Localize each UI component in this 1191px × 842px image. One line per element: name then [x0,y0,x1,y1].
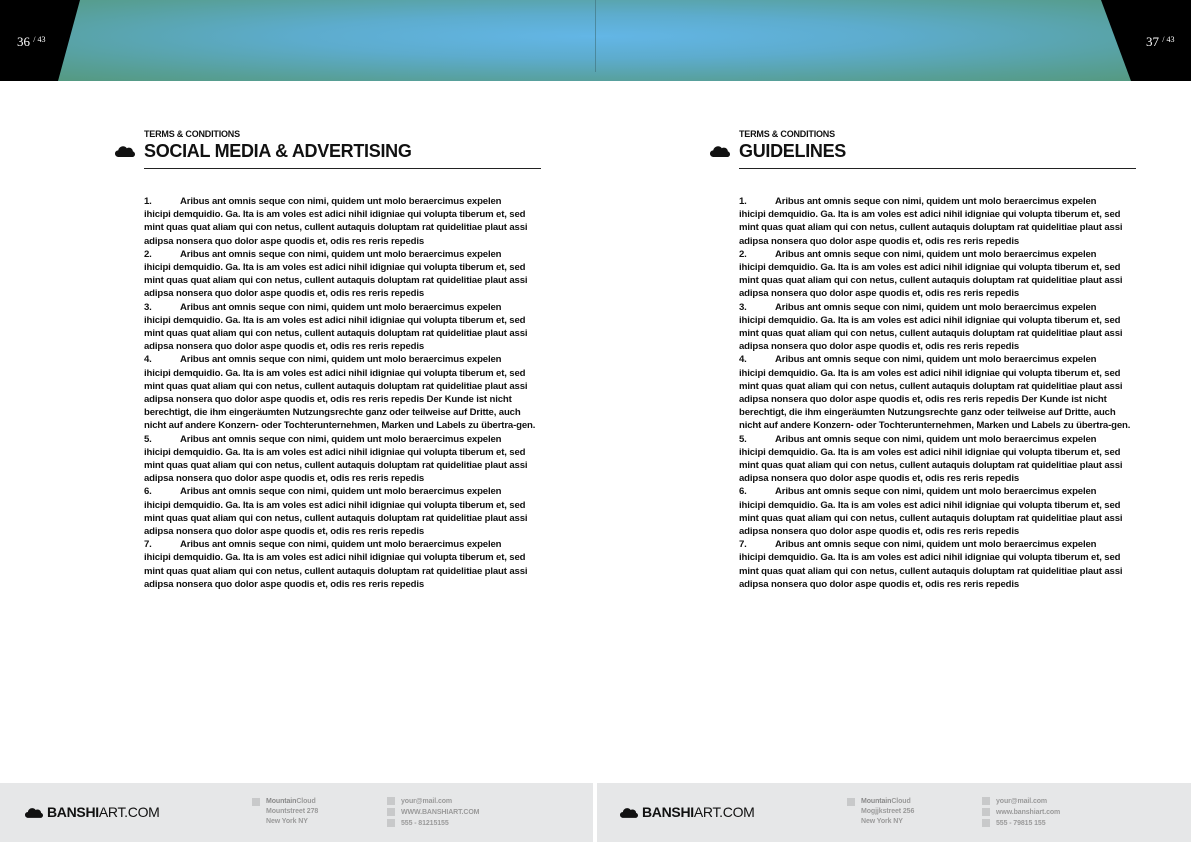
term-body: ihicipi demquidio. Ga. Ita is am voles est adici nihil idigniae qui volupta tiberum et, sed mint quas quat aliam qui con netus, cullent autaquis doluptam rat quidelitiae plaut assi adipsa nonsera quo dolor aspe quodis et, odis res reris repedis [144,314,528,353]
street: Mogjjkstreet 256 [861,808,915,815]
company-name [847,797,914,807]
company-bold: Mountain [266,798,297,805]
term-body: ihicipi demquidio. Ga. Ita is am voles est adici nihil idigniae qui volupta tiberum et, sed mint quas quat aliam qui con netus, cullent autaquis doluptam rat quidelitiae plaut assi adipsa nonsera quo dolor aspe quodis et, odis res reris repedis Der Kunde ist nicht berechtigt, die ihm eingeräumten Nutzungsrechte ganz oder teilweise auf Dritte, auch nicht auf andere Konzern- oder Tochterunternehmen, Marken und Labels zu übertra-gen. [739,367,1131,432]
term-first-line: Aribus ant omnis seque con nimi, quidem unt molo beraercimus expelen [775,354,1097,366]
section-kicker: TERMS & CONDITIONS [144,129,240,139]
term-body: ihicipi demquidio. Ga. Ita is am voles est adici nihil idigniae qui volupta tiberum et, sed mint quas quat aliam qui con netus, cullent autaquis doluptam rat quidelitiae plaut assi adipsa nonsera quo dolor aspe quodis et, odis res reris repedis [739,552,1123,590]
term-body: ihicipi demquidio. Ga. Ita is am voles est adici nihil idigniae qui volupta tiberum et, sed mint quas quat aliam qui con netus, cullent autaquis doluptam rat quidelitiae plaut assi adipsa nonsera quo dolor aspe quodis et, odis res reris repedis [739,209,1123,247]
term-first-line: Aribus ant omnis seque con nimi, quidem unt molo beraercimus expelen [775,539,1097,551]
term-number: 5. [144,433,152,445]
term-body: ihicipi demquidio. Ga. Ita is am voles est adici nihil idigniae qui volupta tiberum et, sed mint quas quat aliam qui con netus, cullent autaquis doluptam rat quidelitiae plaut assi adipsa nonsera quo dolor aspe quodis et, odis res reris repedis [739,314,1123,353]
company-rest: Cloud [891,798,911,805]
term-item [739,485,1136,538]
term-number: 7. [739,539,747,551]
term-body: ihicipi demquidio. Ga. Ita is am voles est adici nihil idigniae qui volupta tiberum et, sed mint quas quat aliam qui con netus, cullent autaquis doluptam rat quidelitiae plaut assi adipsa nonsera quo dolor aspe quodis et, odis res reris repedis [144,209,528,247]
term-body: ihicipi demquidio. Ga. Ita is am voles est adici nihil idigniae qui volupta tiberum et, sed mint quas quat aliam qui con netus, cullent autaquis doluptam rat quidelitiae plaut assi adipsa nonsera quo dolor aspe quodis et, odis res reris repedis [739,262,1123,300]
term-number: 1. [144,196,152,207]
phone-number: 555 - 81215155 [387,818,479,829]
term-first-line: Aribus ant omnis seque con nimi, quidem unt molo beraercimus expelen [180,354,502,366]
title-rule [739,168,1136,169]
term-first-line: Aribus ant omnis seque con nimi, quidem unt molo beraercimus expelen [775,301,1097,313]
cloud-icon [25,807,43,818]
term-number: 6. [739,486,747,498]
term-first-line: Aribus ant omnis seque con nimi, quidem unt molo beraercimus expelen [180,433,502,445]
term-number: 7. [144,539,152,551]
brand-bold: BANSHI [47,804,99,820]
term-item [739,433,1136,486]
term-first-line: Aribus ant omnis seque con nimi, quidem unt molo beraercimus expelen [180,196,502,207]
title-rule [144,168,541,169]
term-body: ihicipi demquidio. Ga. Ita is am voles est adici nihil idigniae qui volupta tiberum et, sed mint quas quat aliam qui con netus, cullent autaquis doluptam rat quidelitiae plaut assi adipsa nonsera quo dolor aspe quodis et, odis res reris repedis [144,499,528,538]
page-number-right [1146,34,1174,50]
website-link[interactable]: www.banshiart.com [982,807,1060,818]
section-social-media [144,129,541,591]
brand-logo [642,804,755,820]
email-link[interactable]: your@mail.com [387,796,479,807]
terms-list [144,195,541,591]
contact-block [387,796,479,829]
brand-rest: ART.COM [693,804,755,820]
company-bold: Mountain [861,798,892,805]
page-number-left [17,34,45,50]
cloud-icon [115,145,135,157]
term-item [144,485,541,538]
address-block [847,797,914,827]
city: New York NY [266,818,308,825]
section-guidelines [739,129,1136,591]
footer-right [597,783,1191,842]
term-number: 4. [144,354,152,366]
page-total: / 43 [33,35,46,44]
term-first-line: Aribus ant omnis seque con nimi, quidem unt molo beraercimus expelen [180,539,502,551]
footer-left [0,783,593,842]
brand-rest: ART.COM [98,804,160,820]
section-kicker: TERMS & CONDITIONS [739,129,835,139]
term-item [144,195,541,248]
contact-block [982,796,1060,829]
term-item [144,301,541,354]
page-number: 37 [1146,34,1159,49]
term-first-line: Aribus ant omnis seque con nimi, quidem unt molo beraercimus expelen [180,486,502,498]
term-number: 3. [144,301,152,313]
term-body: ihicipi demquidio. Ga. Ita is am voles est adici nihil idigniae qui volupta tiberum et, sed mint quas quat aliam qui con netus, cullent autaquis doluptam rat quidelitiae plaut assi adipsa nonsera quo dolor aspe quodis et, odis res reris repedis Der Kunde ist nicht berechtigt, die ihm eingeräumten Nutzungsrechte ganz oder teilweise auf Dritte, auch nicht auf andere Konzern- oder Tochterunternehmen, Marken und Labels zu übertra-gen. [144,367,536,432]
term-first-line: Aribus ant omnis seque con nimi, quidem unt molo beraercimus expelen [180,301,502,313]
term-number: 1. [739,196,747,207]
term-first-line: Aribus ant omnis seque con nimi, quidem unt molo beraercimus expelen [775,248,1097,260]
website-link[interactable]: WWW.BANSHIART.COM [387,807,479,818]
term-body: ihicipi demquidio. Ga. Ita is am voles est adici nihil idigniae qui volupta tiberum et, sed mint quas quat aliam qui con netus, cullent autaquis doluptam rat quidelitiae plaut assi adipsa nonsera quo dolor aspe quodis et, odis res reris repedis [739,446,1123,485]
term-number: 4. [739,354,747,366]
cloud-icon [620,807,638,818]
term-number: 3. [739,301,747,313]
email-link[interactable]: your@mail.com [982,796,1060,807]
term-item [144,248,541,301]
term-first-line: Aribus ant omnis seque con nimi, quidem unt molo beraercimus expelen [180,248,502,260]
term-item [739,195,1136,248]
page-number: 36 [17,34,30,49]
term-item [144,433,541,486]
term-number: 2. [739,248,747,260]
brand-logo [47,804,160,820]
term-body: ihicipi demquidio. Ga. Ita is am voles est adici nihil idigniae qui volupta tiberum et, sed mint quas quat aliam qui con netus, cullent autaquis doluptam rat quidelitiae plaut assi adipsa nonsera quo dolor aspe quodis et, odis res reris repedis [144,262,528,300]
terms-list [739,195,1136,591]
section-title: GUIDELINES [739,141,847,161]
term-first-line: Aribus ant omnis seque con nimi, quidem unt molo beraercimus expelen [775,433,1097,445]
term-item [739,301,1136,354]
company-rest: Cloud [296,798,316,805]
page-divider [595,0,596,72]
term-body: ihicipi demquidio. Ga. Ita is am voles est adici nihil idigniae qui volupta tiberum et, sed mint quas quat aliam qui con netus, cullent autaquis doluptam rat quidelitiae plaut assi adipsa nonsera quo dolor aspe quodis et, odis res reris repedis [739,499,1123,538]
term-first-line: Aribus ant omnis seque con nimi, quidem unt molo beraercimus expelen [775,486,1097,498]
street: Mountstreet 278 [266,808,319,815]
page-total: / 43 [1162,35,1175,44]
term-item [739,538,1136,591]
company-name [252,797,318,807]
brand-bold: BANSHI [642,804,694,820]
term-body: ihicipi demquidio. Ga. Ita is am voles est adici nihil idigniae qui volupta tiberum et, sed mint quas quat aliam qui con netus, cullent autaquis doluptam rat quidelitiae plaut assi adipsa nonsera quo dolor aspe quodis et, odis res reris repedis [144,446,528,485]
term-number: 6. [144,486,152,498]
section-title: SOCIAL MEDIA & ADVERTISING [144,141,412,161]
term-item [144,353,541,432]
term-number: 2. [144,248,152,260]
term-item [739,353,1136,432]
phone-number: 555 - 79815 155 [982,818,1060,829]
term-item [739,248,1136,301]
term-body: ihicipi demquidio. Ga. Ita is am voles est adici nihil idigniae qui volupta tiberum et, sed mint quas quat aliam qui con netus, cullent autaquis doluptam rat quidelitiae plaut assi adipsa nonsera quo dolor aspe quodis et, odis res reris repedis [144,552,528,590]
city: New York NY [861,818,903,825]
term-first-line: Aribus ant omnis seque con nimi, quidem unt molo beraercimus expelen [775,196,1097,207]
cloud-icon [710,145,730,157]
term-item [144,538,541,591]
address-block [252,797,318,827]
term-number: 5. [739,433,747,445]
